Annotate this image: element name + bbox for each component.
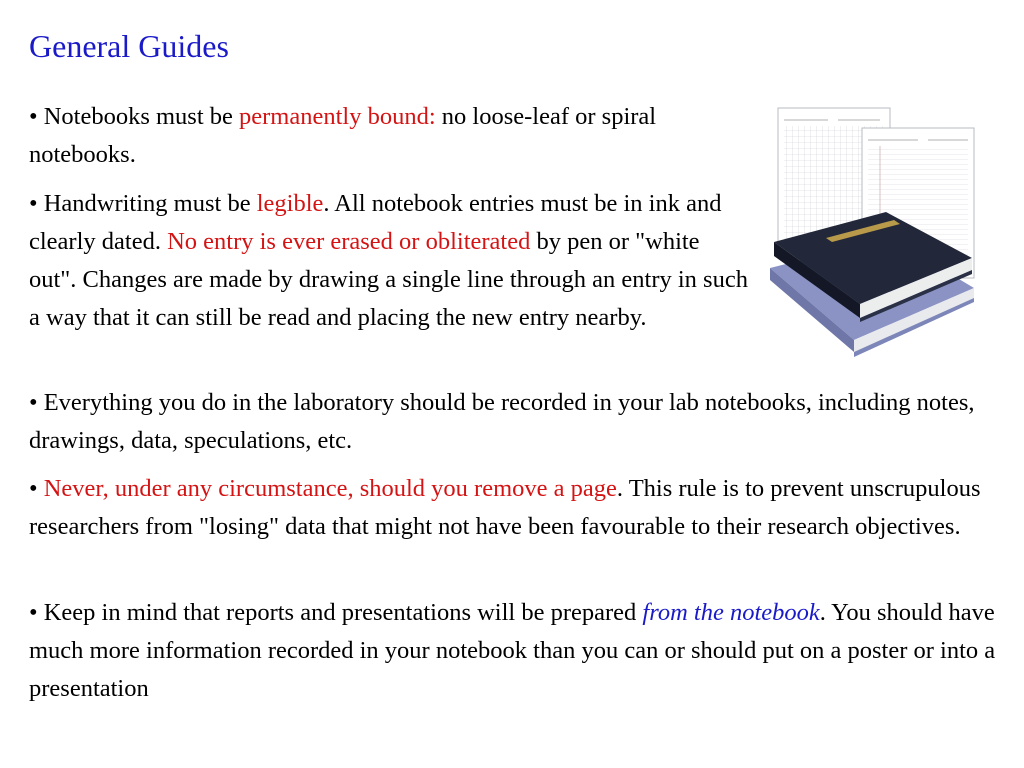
emphasis-from-notebook: from the notebook [642,599,820,626]
bullet-notebooks-bound [29,98,749,174]
bullet-record-everything [29,384,989,460]
text-segment: by pen or "white out". Changes are made by drawing a single line through an entry in such a way that it can still be read and placing the new entry nearby. [29,228,748,331]
text-segment: . You should have much more information recorded in your notebook than you can or should put on a poster or into a presentation [29,599,996,702]
lab-notebooks-icon [768,100,980,362]
text-segment: Notebooks must be [37,103,240,130]
emphasis-legible: legible [256,190,324,217]
bullet-glyph: • [29,190,38,217]
bullet-glyph: • [29,389,38,416]
text-segment: no loose-leaf or spiral notebooks. [29,103,657,168]
bullet-glyph: • [29,103,38,130]
text-segment: Handwriting must be [37,190,257,217]
bullet-reports-from-notebook [29,594,1004,708]
emphasis-never-remove: Never, under any circumstance, should you remove a page [43,475,617,502]
text-segment: . All notebook entries must be in ink and clearly dated. [29,190,722,255]
bullet-handwriting-legible [29,185,749,337]
bullet-never-remove-page [29,470,1004,546]
text-segment: Everything you do in the laboratory should be recorded in your lab notebooks, including notes, drawings, data, speculations, etc. [29,389,975,454]
bullet-glyph: • [29,475,38,502]
text-segment: . This rule is to prevent unscrupulous researchers from "losing" data that might not have been favourable to their research objectives. [29,475,981,540]
text-segment: Keep in mind that reports and presentations will be prepared [37,599,643,626]
bullet-glyph: • [29,599,38,626]
emphasis-no-erase: No entry is ever erased or obliterated [167,228,531,255]
page-title: General Guides [29,28,229,64]
emphasis-permanently-bound: permanently bound: [239,103,436,130]
